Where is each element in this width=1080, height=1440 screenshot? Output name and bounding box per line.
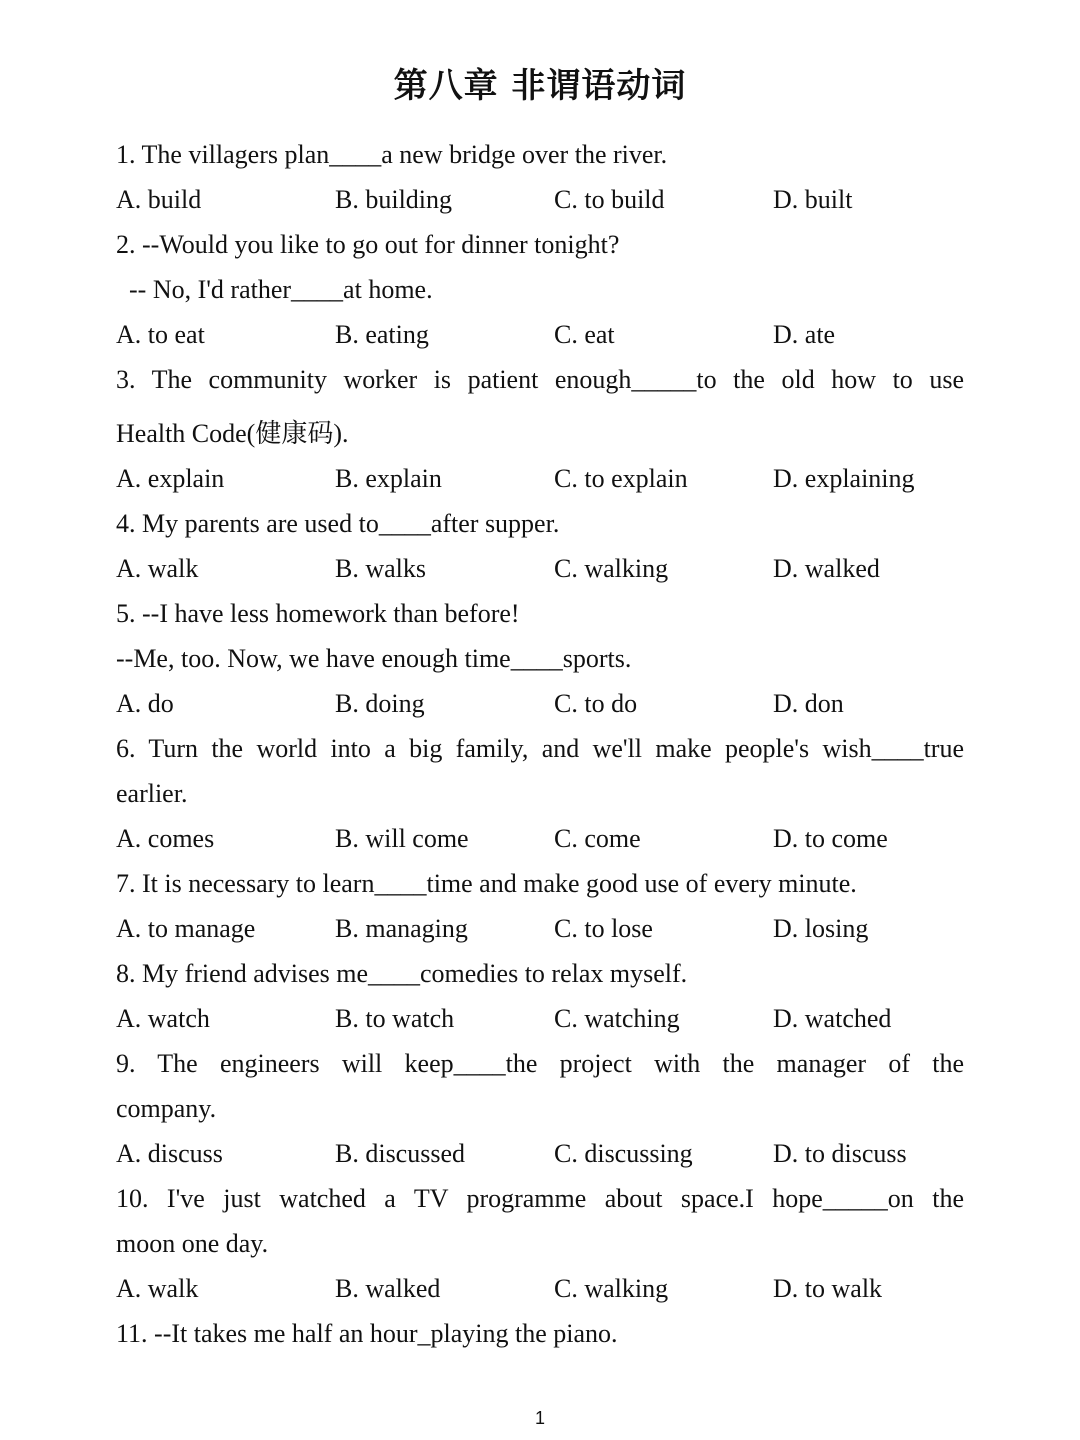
question-text: 6. Turn the world into a big family, and we'll make people's wish____true bbox=[116, 734, 964, 763]
answer-option: B. to watch bbox=[335, 1004, 455, 1033]
question-text: 3. The community worker is patient enough_____to the old how to use bbox=[116, 365, 964, 394]
question-text: 8. My friend advises me____comedies to relax myself. bbox=[116, 959, 688, 988]
answer-options bbox=[116, 681, 964, 726]
question-text: 7. It is necessary to learn____time and make good use of every minute. bbox=[116, 869, 857, 898]
answer-option: C. come bbox=[554, 824, 641, 853]
answer-option: C. to build bbox=[554, 185, 665, 214]
question-text: 5. --I have less homework than before! bbox=[116, 599, 520, 628]
question-text: 1. The villagers plan____a new bridge over the river. bbox=[116, 140, 668, 169]
answer-options bbox=[116, 456, 964, 501]
answer-options bbox=[116, 177, 964, 222]
answer-option: D. don bbox=[773, 689, 844, 718]
question-text: earlier. bbox=[116, 779, 188, 808]
answer-options bbox=[116, 546, 964, 591]
page-title: 第八章 非谓语动词 bbox=[393, 66, 687, 106]
answer-option: D. to come bbox=[773, 824, 888, 853]
answer-option: C. watching bbox=[554, 1004, 680, 1033]
question-text: --Me, too. Now, we have enough time____sports. bbox=[116, 644, 632, 673]
question-text: 11. --It takes me half an hour_playing the piano. bbox=[116, 1319, 618, 1348]
answer-option: B. will come bbox=[335, 824, 469, 853]
answer-option: B. building bbox=[335, 185, 453, 214]
answer-option: D. to discuss bbox=[773, 1139, 907, 1168]
answer-options bbox=[116, 996, 964, 1041]
answer-options bbox=[116, 312, 964, 357]
answer-option: A. build bbox=[116, 185, 202, 214]
answer-option: B. discussed bbox=[335, 1139, 465, 1168]
answer-option: D. walked bbox=[773, 554, 880, 583]
answer-option: B. eating bbox=[335, 320, 429, 349]
answer-option: A. comes bbox=[116, 824, 215, 853]
answer-options bbox=[116, 816, 964, 861]
answer-option: B. walks bbox=[335, 554, 426, 583]
answer-option: D. to walk bbox=[773, 1274, 883, 1303]
page-number: 1 bbox=[534, 1408, 545, 1428]
answer-option: A. explain bbox=[116, 464, 225, 493]
question-text: 9. The engineers will keep____the project with the manager of the bbox=[116, 1049, 964, 1078]
answer-option: D. ate bbox=[773, 320, 836, 349]
question-text: 10. I've just watched a TV programme about space.I hope_____on the bbox=[116, 1184, 964, 1213]
answer-option: C. to do bbox=[554, 689, 638, 718]
answer-option: C. walking bbox=[554, 1274, 669, 1303]
question-text: moon one day. bbox=[116, 1229, 269, 1258]
question-text: Health Code(健康码). bbox=[116, 419, 349, 448]
answer-option: D. explaining bbox=[773, 464, 915, 493]
answer-option: C. discussing bbox=[554, 1139, 693, 1168]
answer-option: A. watch bbox=[116, 1004, 210, 1033]
answer-option: C. walking bbox=[554, 554, 669, 583]
answer-option: D. watched bbox=[773, 1004, 892, 1033]
answer-option: A. walk bbox=[116, 554, 199, 583]
answer-option: A. discuss bbox=[116, 1139, 223, 1168]
answer-option: B. walked bbox=[335, 1274, 441, 1303]
answer-option: C. to lose bbox=[554, 914, 653, 943]
answer-option: A. to manage bbox=[116, 914, 256, 943]
question-text: -- No, I'd rather____at home. bbox=[116, 275, 433, 304]
answer-option: D. built bbox=[773, 185, 853, 214]
answer-options bbox=[116, 1266, 964, 1311]
answer-option: D. losing bbox=[773, 914, 869, 943]
answer-options bbox=[116, 1131, 964, 1176]
answer-option: C. eat bbox=[554, 320, 615, 349]
question-text: company. bbox=[116, 1094, 217, 1123]
question-list bbox=[116, 132, 964, 1356]
answer-option: A. to eat bbox=[116, 320, 205, 349]
answer-option: B. managing bbox=[335, 914, 468, 943]
question-text: 2. --Would you like to go out for dinner tonight? bbox=[116, 230, 620, 259]
answer-options bbox=[116, 906, 964, 951]
answer-option: B. explain bbox=[335, 464, 442, 493]
question-text: 4. My parents are used to____after supper. bbox=[116, 509, 560, 538]
answer-option: B. doing bbox=[335, 689, 425, 718]
answer-option: A. walk bbox=[116, 1274, 199, 1303]
answer-option: A. do bbox=[116, 689, 174, 718]
answer-option: C. to explain bbox=[554, 464, 688, 493]
